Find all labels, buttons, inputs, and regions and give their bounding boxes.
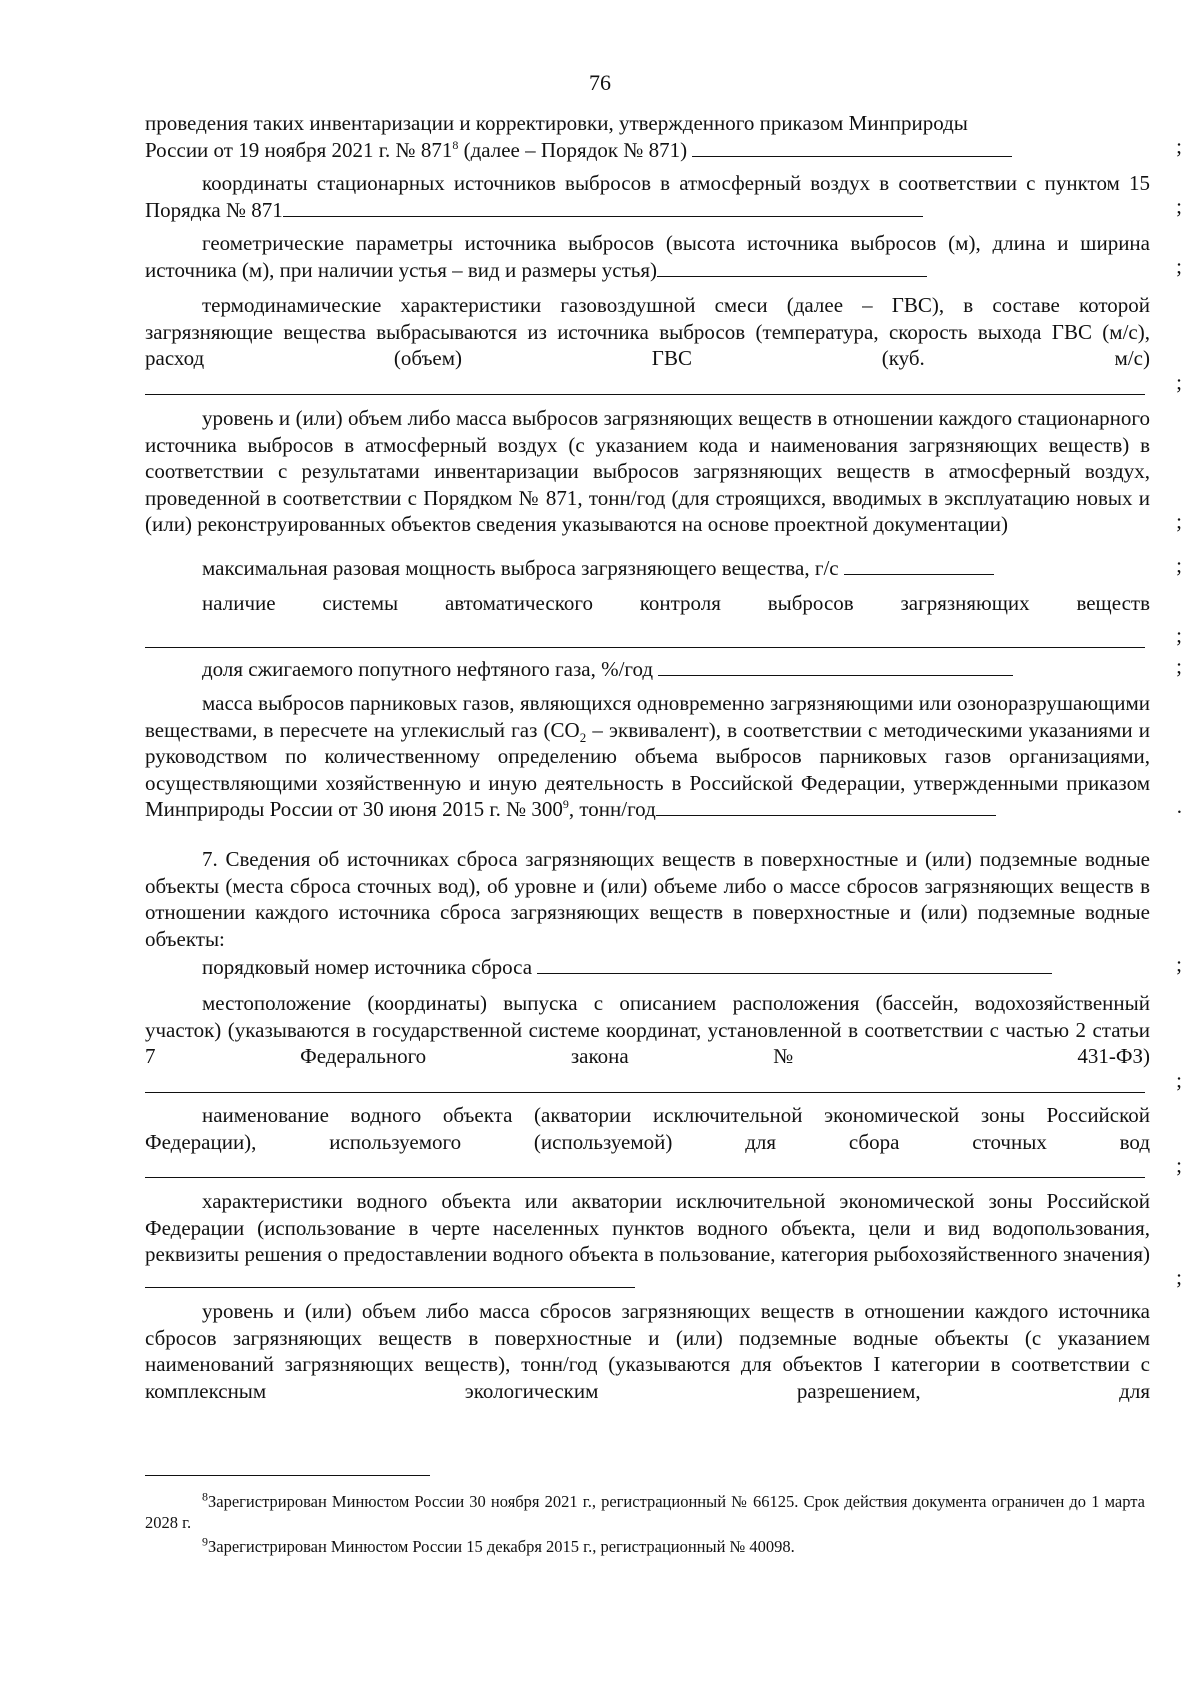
footnote-9 <box>145 1536 1145 1557</box>
footnote-8 <box>145 1491 1145 1533</box>
paragraph-10 <box>145 846 1190 952</box>
fill-line <box>692 155 1012 157</box>
paragraph-13 <box>145 1102 1190 1178</box>
semicolon: ; <box>1176 1153 1182 1177</box>
p1-line2b: (далее – Порядок № 871) <box>463 137 688 162</box>
p8-text: доля сжигаемого попутного нефтяного газа, %/год <box>202 657 654 681</box>
semicolon: ; <box>1176 622 1182 647</box>
paragraph-14 <box>145 1188 1190 1294</box>
paragraph-15 <box>145 1298 1190 1404</box>
footnote-9-number: 9 <box>202 1534 208 1549</box>
semicolon: ; <box>1176 951 1182 976</box>
p9-text-b: – эквивалент), в соответствии с методическими указаниями и руководством по количественному определению объема выбросов парниковых газов организациями, осуществляющими хозяйственную и иную деятельность в Российской Федерации, утвержденными приказом Минприроды России от 30 июня 2015 г. № 300 <box>145 717 1150 821</box>
fill-line <box>658 674 1013 676</box>
semicolon: ; <box>1176 1265 1182 1289</box>
fill-line <box>657 275 927 277</box>
footnote-ref-8: 8 <box>452 137 459 152</box>
fill-line <box>145 1155 1145 1178</box>
paragraph-4 <box>145 292 1190 395</box>
fill-line <box>145 1286 635 1288</box>
semicolon: ; <box>1176 254 1182 278</box>
fill-line <box>145 617 1145 648</box>
p6-text: максимальная разовая мощность выброса загрязняющего вещества, г/с <box>202 556 839 580</box>
paragraph-12 <box>145 990 1190 1093</box>
semicolon: ; <box>1176 653 1182 678</box>
paragraph-11 <box>145 951 1190 981</box>
paragraph-1 <box>145 110 1190 163</box>
semicolon: ; <box>1176 134 1182 158</box>
co2-subscript: 2 <box>579 729 587 745</box>
p1-line1: проведения таких инвентаризации и корректировки, утвержденного приказом Минприроды <box>145 111 968 135</box>
paragraph-5 <box>145 405 1190 538</box>
p11-text: порядковый номер источника сброса <box>202 955 533 979</box>
period: . <box>1176 793 1182 818</box>
paragraph-6 <box>145 552 1190 582</box>
p13-text: наименование водного объекта (акватории исключительной экономической зоны Российской Федерации), используемого (используемой) для сбора сточных вод <box>145 1103 1150 1154</box>
p5-text: уровень и (или) объем либо масса выбросов загрязняющих веществ в отношении каждого стационарного источника выбросов в атмосферный воздух (с указанием кода и наименования загрязняющих веществ) в соответствии с результатами инвентаризации выбросов загрязняющих веществ в атмосферный воздух, проведенной в соответствии с Порядком № 871, тонн/год (для строящихся, вводимых в эксплуатацию новых и (или) реконструированных объектов сведения указываются на основе проектной документации) <box>145 406 1150 536</box>
fill-line <box>283 215 923 217</box>
semicolon: ; <box>1176 552 1182 577</box>
footnote-9-text: Зарегистрирован Минюстом России 15 декабря 2015 г., регистрационный № 40098. <box>208 1537 795 1556</box>
p2-text: координаты стационарных источников выбросов в атмосферный воздух в соответствии с пунктом 15 Порядка № 871 <box>145 171 1150 222</box>
paragraph-7 <box>145 590 1190 648</box>
p1-line2: России от 19 ноября 2021 г. № 871 <box>145 137 453 162</box>
paragraph-3 <box>145 230 1190 283</box>
fill-line <box>537 972 1052 974</box>
p15-text: уровень и (или) объем либо масса сбросов загрязняющих веществ в отношении каждого источника сбросов загрязняющих веществ в поверхностные и (или) подземные водные объекты (с указанием наименований загрязняющих веществ), тонн/год (указываются для объектов I категории в соответствии с комплексным экологическим разрешением, для <box>145 1299 1150 1403</box>
semicolon: ; <box>1176 1067 1182 1092</box>
semicolon: ; <box>1176 508 1182 533</box>
p7-text: наличие системы автоматического контроля выбросов загрязняющих веществ <box>202 591 1150 615</box>
p3-text: геометрические параметры источника выбросов (высота источника выбросов (м), длина и ширина источника (м), при наличии устья – вид и размеры устья) <box>145 231 1150 282</box>
footnote-ref-9: 9 <box>562 797 569 811</box>
semicolon: ; <box>1176 194 1182 218</box>
fill-line <box>145 372 1145 395</box>
semicolon: ; <box>1176 369 1182 394</box>
p12-text: местоположение (координаты) выпуска с описанием расположения (бассейн, водохозяйственный участок) (указываются в государственной системе координат, установленной в соответствии с частью 2 статьи 7 Федерального закона № 431-ФЗ) <box>145 991 1150 1068</box>
footnote-8-number: 8 <box>202 1489 208 1504</box>
page-number: 76 <box>589 70 611 95</box>
paragraph-9 <box>145 690 1190 823</box>
p14-text: характеристики водного объекта или акватории исключительной экономической зоны Российской Федерации (использование в черте населенных пунктов водного объекта, цели и вид водопользования, реквизиты решения о предоставлении водного объекта в пользование, категория рыбохозяйственного значения) <box>145 1189 1150 1266</box>
fill-line <box>145 1070 1145 1093</box>
footnote-8-text: Зарегистрирован Минюстом России 30 ноября 2021 г., регистрационный № 66125. Срок действия документа ограничен до 1 марта 2028 г. <box>145 1492 1145 1532</box>
footnote-separator <box>145 1475 430 1476</box>
paragraph-8 <box>145 653 1190 683</box>
fill-line <box>656 814 996 816</box>
paragraph-2 <box>145 170 1190 223</box>
p9-text-c: , тонн/год <box>568 797 656 821</box>
p9-text-a: масса выбросов парниковых газов, являющихся одновременно загрязняющими или озоноразрушающими веществами, в пересчете на углекислый газ (CO <box>145 691 1150 742</box>
p4-text: термодинамические характеристики газовоздушной смеси (далее – ГВС), в составе которой загрязняющие вещества выбрасываются из источника выбросов (температура, скорость выхода ГВС (м/с), расход (объем) ГВС (куб. м/с) <box>145 293 1150 370</box>
p10-text: 7. Сведения об источниках сброса загрязняющих веществ в поверхностные и (или) подземные водные объекты (места сброса сточных вод), об уровне и (или) объеме либо о массе сбросов загрязняющих веществ в отношении каждого источника сброса загрязняющих веществ в поверхностные и (или) подземные водные объекты: <box>145 847 1150 951</box>
fill-line <box>844 573 994 575</box>
